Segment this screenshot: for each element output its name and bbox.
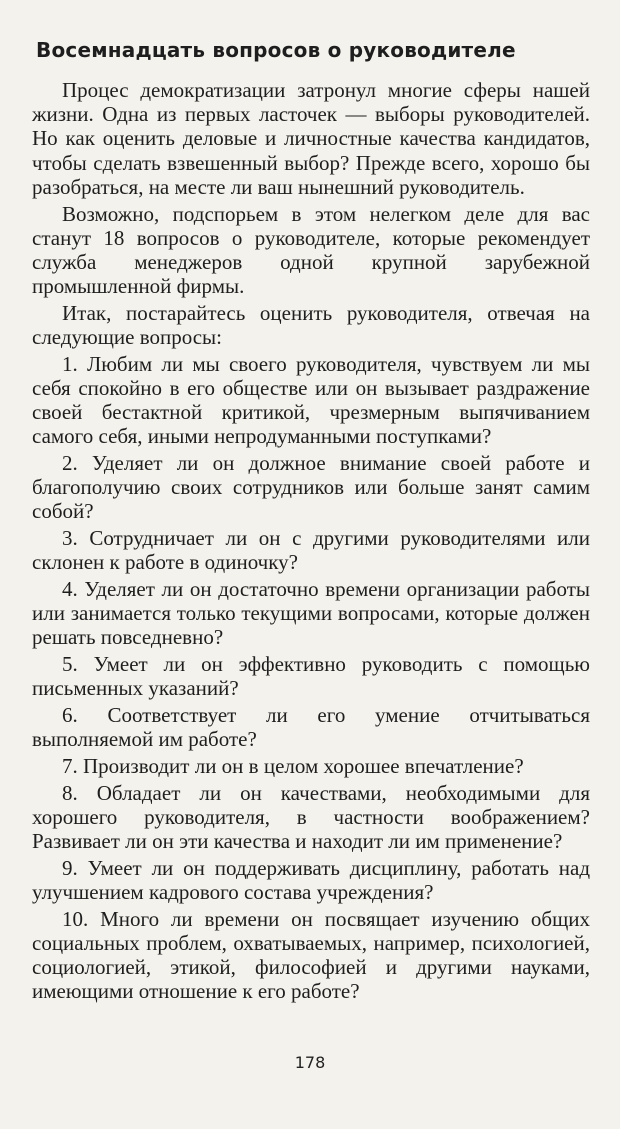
question-7: 7. Производит ли он в целом хорошее впечатление? — [62, 753, 524, 778]
page-body — [32, 78, 590, 1004]
paragraph-questions-source: Возможно, подспорьем в этом нелегком деле для вас станут 18 вопросов о руководителе, которые рекомендует служба менеджеров одной крупной зарубежной промышленной фирмы. — [32, 201, 590, 299]
page-number: 178 — [294, 1053, 326, 1072]
question-8: 8. Обладает ли он качествами, необходимыми для хорошего руководителя, в частности воображением? Развивает ли он эти качества и находит ли им применение? — [32, 780, 590, 854]
question-3: 3. Сотрудничает ли он с другими руководителями или склонен к работе в одиночку? — [32, 526, 590, 575]
paragraph-intro: Процес демократизации затронул многие сферы нашей жизни. Одна из первых ласточек — выборы руководителей. Но как оценить деловые и личностные качества кандидатов, чтобы сделать взвешенный выбор? Прежде всего, хорошо бы разобраться, на месте ли ваш нынешний руководитель. — [32, 78, 590, 199]
page-title: Восемнадцать вопросов о руководителе — [36, 38, 516, 62]
question-2: 2. Уделяет ли он должное внимание своей работе и благополучию своих сотрудников или больше занят самим собой? — [32, 451, 590, 524]
question-4: 4. Уделяет ли он достаточно времени организации работы или занимается только текущими вопросами, которые должен решать повседневно? — [32, 577, 590, 650]
question-1: 1. Любим ли мы своего руководителя, чувствуем ли мы себя спокойно в его обществе или он вызывает раздражение своей бестактной критикой, чрезмерным выпячиванием самого себя, иными непродуманными поступками? — [32, 351, 590, 449]
question-6: 6. Соответствует ли его умение отчитываться выполняемой им работе? — [32, 703, 590, 752]
question-10: 10. Много ли времени он посвящает изучению общих социальных проблем, охватываемых, например, психологией, социологией, этикой, философией и другими науками, имеющими отношение к его работе? — [32, 906, 590, 1004]
question-5: 5. Умеет ли он эффективно руководить с помощью письменных указаний? — [32, 652, 590, 701]
paragraph-instruction: Итак, постарайтесь оценить руководителя, отвечая на следующие вопросы: — [32, 300, 590, 350]
question-9: 9. Умеет ли он поддерживать дисциплину, работать над улучшением кадрового состава учреждения? — [32, 855, 590, 904]
